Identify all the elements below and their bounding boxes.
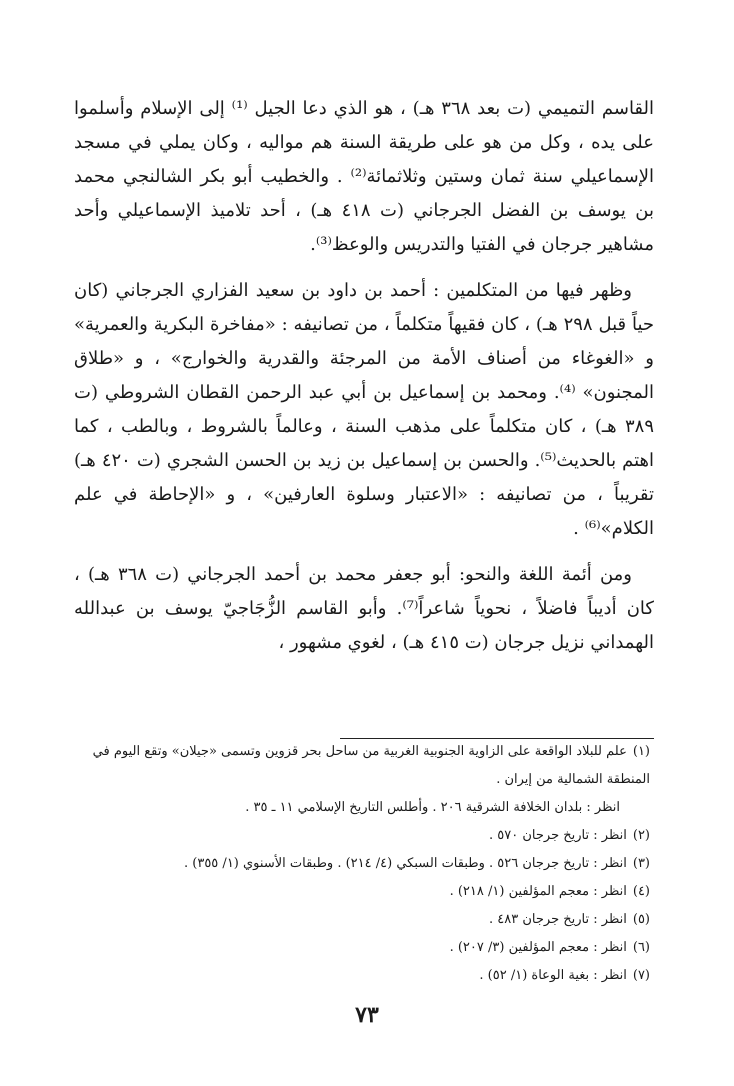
footnote-number: (١) — [632, 744, 650, 759]
footnote-text: انظر : بغية الوعاة (١/ ٥٢) . — [479, 968, 627, 983]
footnote-2 — [74, 822, 654, 850]
footnotes — [74, 738, 654, 990]
footnote-number: (٤) — [632, 884, 650, 899]
footnote-number: (٧) — [632, 968, 650, 983]
footnote-number: (٣) — [632, 856, 650, 871]
footnote-text: انظر : معجم المؤلفين (٣/ ٢٠٧) . — [449, 940, 627, 955]
footnote-1 — [74, 738, 654, 794]
footnote-number: (٦) — [632, 940, 650, 955]
paragraph-3: ومن أئمة اللغة والنحو: أبو جعفر محمد بن أحمد الجرجاني (ت ٣٦٨ هـ) ، كان أديباً فاضلاً ، نحوياً شاعراً⁽⁷⁾. وأبو القاسم الزُّجَاجيّ يوسف بن عبدالله الهمداني نزيل جرجان (ت ٤١٥ هـ) ، لغوي مشهور ، — [74, 564, 654, 653]
footnote-text: علم للبلاد الواقعة على الزاوية الجنوبية الغربية من ساحل بحر قزوين وتسمى «جيلان» وتقع اليوم في المنطقة الشمالية من إيران . — [92, 744, 650, 787]
paragraph-2: وظهر فيها من المتكلمين : أحمد بن داود بن سعيد الفزاري الجرجاني (كان حياً قبل ٢٩٨ هـ) ، كان فقيهاً متكلماً ، من تصانيفه : «مفاخرة البكرية والعمرية» و «الغوغاء من أصناف الأمة من المرجئة والقدرية والخوارج» ، و «طلاق المجنون» ⁽⁴⁾. ومحمد بن إسماعيل بن أبي عبد الرحمن القطان الشروطي (ت ٣٨٩ هـ) ، كان متكلماً على مذهب السنة ، وعالماً بالشروط ، وبالطب ، كما اهتم بالحديث⁽⁵⁾. والحسن بن إسماعيل بن زيد بن الحسن الشجري (ت ٤٢٠ هـ) تقريباً ، من تصانيفه : «الاعتبار وسلوة العارفين» ، و «الإحاطة في علم الكلام»⁽⁶⁾ . — [74, 280, 655, 539]
footnote-text: انظر : تاريخ جرجان ٤٨٣ . — [489, 912, 627, 927]
footnote-text: انظر : معجم المؤلفين (١/ ٢١٨) . — [449, 884, 627, 899]
footnote-number: (٢) — [632, 828, 650, 843]
footnote-text: انظر : بلدان الخلافة الشرقية ٢٠٦ . وأطلس التاريخ الإسلامي ١١ ـ ٣٥ . — [245, 800, 620, 815]
footnote-3 — [74, 850, 654, 878]
paragraph-1: القاسم التميمي (ت بعد ٣٦٨ هـ) ، هو الذي دعا الجيل ⁽¹⁾ إلى الإسلام وأسلموا على يده ، وكل من هو على طريقة السنة هم مواليه ، وكان يملي في مسجد الإسماعيلي سنة ثمان وستين وثلاثمائة⁽²⁾ . والخطيب أبو بكر الشالنجي محمد بن يوسف بن الفضل الجرجاني (ت ٤١٨ هـ) ، أحد تلاميذ الإسماعيلي وأحد مشاهير جرجان في الفتيا والتدريس والوعظ⁽³⁾. — [74, 98, 655, 255]
footnote-text: انظر : تاريخ جرجان ٥٢٦ . وطبقات السبكي (٤/ ٢١٤) . وطبقات الأسنوي (١/ ٣٥٥) . — [184, 856, 627, 871]
footnote-number: (٥) — [632, 912, 650, 927]
main-text — [74, 92, 654, 672]
page-number: ٧٣ — [355, 1002, 379, 1028]
footnote-5 — [74, 906, 654, 934]
footnote-7 — [74, 962, 654, 990]
footnote-text: انظر : تاريخ جرجان ٥٧٠ . — [489, 828, 627, 843]
footnote-4 — [74, 878, 654, 906]
footnote-1-reference — [74, 794, 654, 822]
footnote-6 — [74, 934, 654, 962]
